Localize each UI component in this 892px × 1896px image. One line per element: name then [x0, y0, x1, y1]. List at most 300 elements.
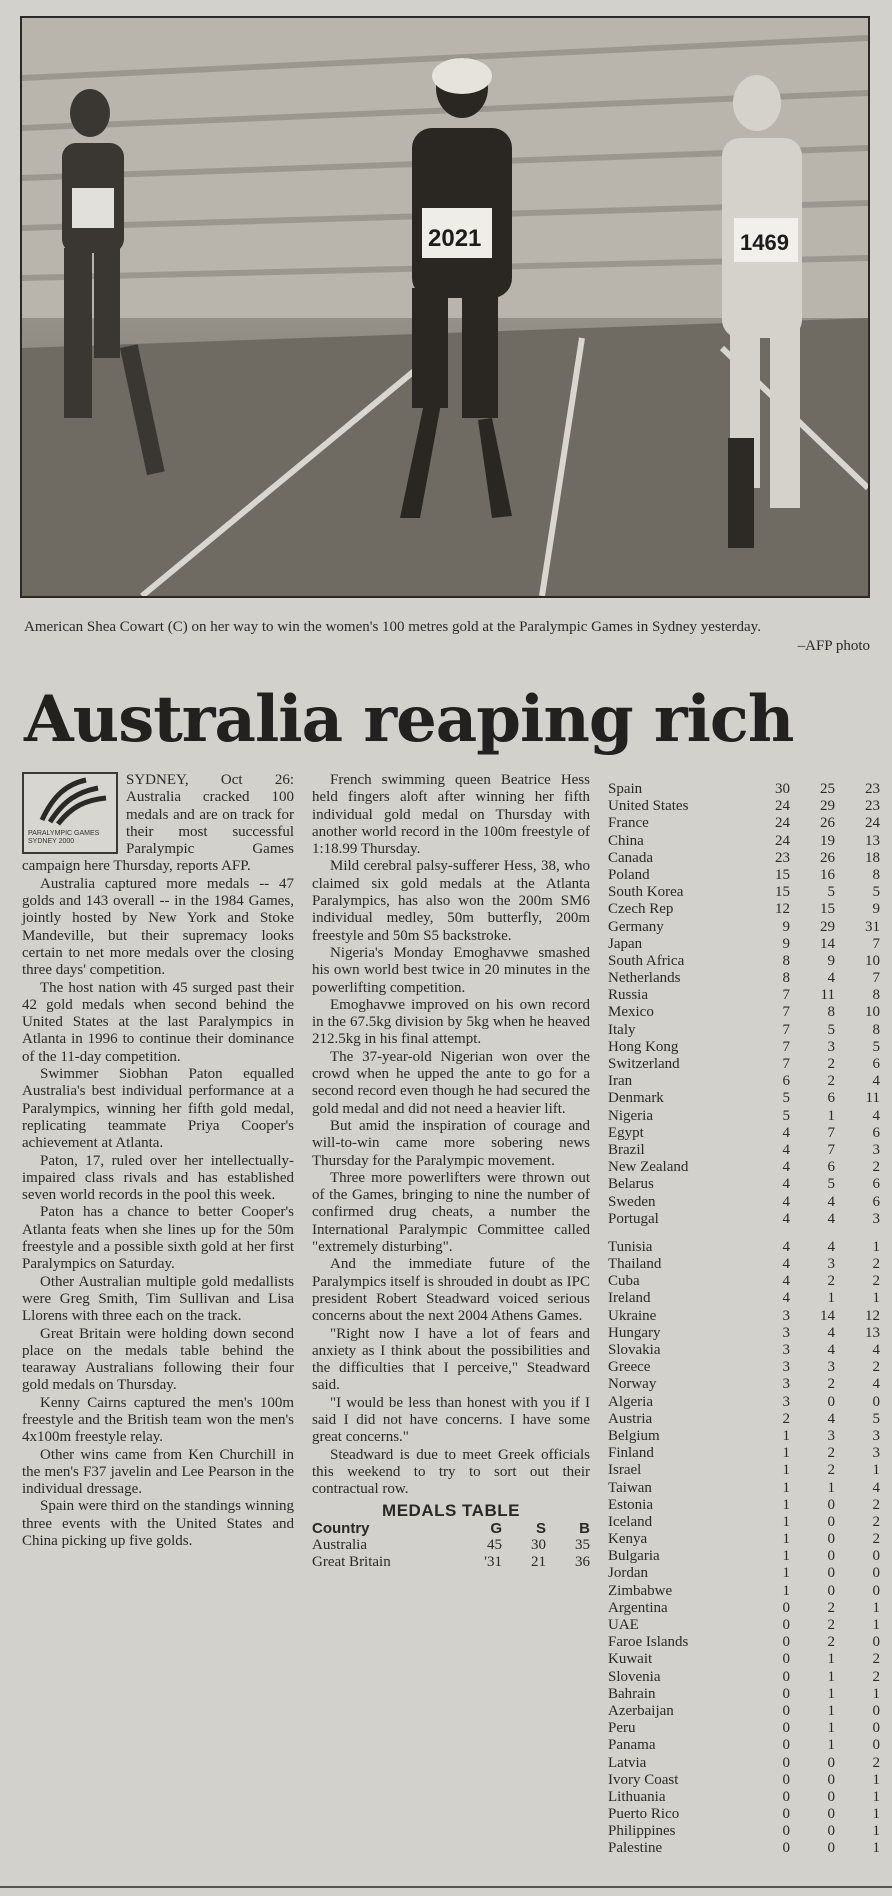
silver-cell: 0	[827, 1582, 835, 1599]
table-row	[608, 1256, 880, 1273]
country-cell: Peru	[608, 1720, 636, 1737]
country-cell: Norway	[608, 1376, 657, 1393]
table-row	[608, 953, 880, 970]
table-row	[608, 936, 880, 953]
gold-cell: 23	[775, 849, 790, 866]
silver-cell: 4	[827, 1238, 835, 1255]
column-header: G	[490, 1519, 502, 1537]
gold-cell: 0	[782, 1599, 790, 1616]
table-row	[608, 1755, 880, 1772]
country-cell: Poland	[608, 866, 650, 883]
table-row	[608, 798, 880, 815]
silver-cell: 3	[827, 1427, 835, 1444]
table-row	[608, 1806, 880, 1823]
gold-cell: 3	[782, 1393, 790, 1410]
bronze-cell: 2	[872, 1754, 880, 1771]
table-row	[608, 1342, 880, 1359]
table-row	[608, 1022, 880, 1039]
silver-cell: 26	[820, 849, 835, 866]
silver-cell: 3	[827, 1256, 835, 1273]
country-cell: Mexico	[608, 1004, 654, 1021]
athletes-photo	[20, 16, 870, 598]
table-header-row	[312, 1520, 590, 1537]
table-row	[608, 1359, 880, 1376]
table-row	[608, 1108, 880, 1125]
gold-cell: 45	[487, 1536, 502, 1553]
table-row	[608, 1514, 880, 1531]
bronze-cell: 2	[872, 1359, 880, 1376]
gold-cell: 5	[782, 1107, 790, 1124]
country-cell: Czech Rep	[608, 901, 674, 918]
gold-cell: 0	[782, 1702, 790, 1719]
silver-cell: 4	[827, 1210, 835, 1227]
country-cell: Cuba	[608, 1273, 640, 1290]
gold-cell: 5	[782, 1090, 790, 1107]
gold-cell: 15	[775, 884, 790, 901]
gold-cell: 4	[782, 1141, 790, 1158]
country-cell: Philippines	[608, 1823, 676, 1840]
bronze-cell: 0	[872, 1565, 880, 1582]
table-row	[608, 901, 880, 918]
silver-cell: 6	[827, 1159, 835, 1176]
paragraph: Paton, 17, ruled over her intellectually-impaired class rivals and has established seven world records in the pool this week.	[22, 1152, 294, 1204]
country-cell: Taiwan	[608, 1479, 652, 1496]
paragraph: Swimmer Siobhan Paton equalled Australia's best individual performance at a Paralympics, winning her fifth gold medal, replicating teammate Priya Cooper's achievement at Atlanta.	[22, 1066, 294, 1152]
table-row	[608, 1583, 880, 1600]
table-row	[608, 1428, 880, 1445]
country-cell: Finland	[608, 1445, 654, 1462]
bronze-cell: 10	[865, 952, 880, 969]
table-row	[608, 1840, 880, 1857]
table-row	[608, 1308, 880, 1325]
bronze-cell: 4	[872, 1479, 880, 1496]
silver-cell: 0	[827, 1754, 835, 1771]
bronze-cell: 8	[872, 987, 880, 1004]
silver-cell: 0	[827, 1806, 835, 1823]
silver-cell: 30	[531, 1536, 546, 1553]
bronze-cell: 2	[872, 1651, 880, 1668]
silver-cell: 0	[827, 1840, 835, 1857]
bronze-cell: 1	[872, 1806, 880, 1823]
paragraph: Kenny Cairns captured the men's 100m freestyle and the British team won the men's 4x100m freestyle relay.	[22, 1394, 294, 1446]
silver-cell: 2	[827, 1273, 835, 1290]
silver-cell: 1	[827, 1290, 835, 1307]
table-row	[608, 1686, 880, 1703]
table-row	[608, 1325, 880, 1342]
table-row	[608, 1497, 880, 1514]
gold-cell: 4	[782, 1210, 790, 1227]
bronze-cell: 2	[872, 1513, 880, 1530]
table-row	[608, 1125, 880, 1142]
country-cell: Bulgaria	[608, 1548, 660, 1565]
silver-cell: 26	[820, 815, 835, 832]
country-cell: Ivory Coast	[608, 1771, 679, 1788]
bronze-cell: 3	[872, 1210, 880, 1227]
country-cell: Thailand	[608, 1256, 662, 1273]
bronze-cell: 4	[872, 1073, 880, 1090]
gold-cell: 0	[782, 1634, 790, 1651]
bronze-cell: 4	[872, 1376, 880, 1393]
country-cell: Brazil	[608, 1141, 645, 1158]
table-row	[608, 1548, 880, 1565]
table-row	[608, 815, 880, 832]
paragraph: "I would be less than honest with you if I said I did not have concerns. I have some great concerns."	[312, 1394, 590, 1446]
paragraph: The host nation with 45 surged past their 42 gold medals when second behind the United States at the last Paralympics in Atlanta in 1996 to continue their dominance of the 11-day competition.	[22, 979, 294, 1065]
silver-cell: 9	[827, 952, 835, 969]
table-row	[608, 1600, 880, 1617]
bronze-cell: 0	[872, 1634, 880, 1651]
table-row	[608, 1703, 880, 1720]
bronze-cell: 0	[872, 1393, 880, 1410]
country-cell: UAE	[608, 1617, 639, 1633]
country-cell: Portugal	[608, 1210, 659, 1227]
gold-cell: 4	[782, 1238, 790, 1255]
country-cell: Panama	[608, 1737, 656, 1754]
country-cell: Palestine	[608, 1840, 663, 1857]
table-row	[608, 1142, 880, 1159]
gold-cell: 1	[782, 1513, 790, 1530]
bronze-cell: 4	[872, 1107, 880, 1124]
country-cell: Slovakia	[608, 1342, 661, 1358]
bronze-cell: 1	[872, 1462, 880, 1479]
paralympic-games-logo	[22, 772, 118, 854]
gold-cell: 24	[775, 815, 790, 832]
table-row	[608, 1823, 880, 1840]
bronze-cell: 35	[575, 1536, 590, 1553]
table-row	[608, 1462, 880, 1479]
silver-cell: 0	[827, 1548, 835, 1565]
table-row	[608, 919, 880, 936]
table-row	[608, 1176, 880, 1193]
country-cell: Jordan	[608, 1565, 648, 1582]
gold-cell: 0	[782, 1720, 790, 1737]
paragraph: Three more powerlifters were thrown out of the Games, bringing to nine the number of confirmed drug cheats, a number the International Paralympic Committee called "extremely disturbing".	[312, 1169, 590, 1256]
silver-cell: 21	[531, 1553, 546, 1570]
bronze-cell: 0	[872, 1737, 880, 1754]
bronze-cell: 1	[872, 1238, 880, 1255]
bronze-cell: 0	[872, 1720, 880, 1737]
silver-cell: 0	[827, 1513, 835, 1530]
silver-cell: 2	[827, 1462, 835, 1479]
silver-cell: 1	[827, 1107, 835, 1124]
country-cell: Denmark	[608, 1090, 664, 1107]
table-row	[608, 970, 880, 987]
silver-cell: 4	[827, 1410, 835, 1427]
bronze-cell: 3	[872, 1445, 880, 1462]
table-row	[608, 1789, 880, 1806]
bronze-cell: 1	[872, 1840, 880, 1857]
country-cell: Tunisia	[608, 1238, 653, 1255]
silver-cell: 2	[827, 1445, 835, 1462]
country-cell: Austria	[608, 1410, 653, 1427]
silver-cell: 14	[820, 935, 835, 952]
bronze-cell: 1	[872, 1823, 880, 1840]
table-row	[608, 1445, 880, 1462]
table-row	[608, 1039, 880, 1056]
gold-cell: 0	[782, 1737, 790, 1754]
gold-cell: 1	[782, 1582, 790, 1599]
bronze-cell: 8	[872, 866, 880, 883]
gold-cell: 9	[782, 918, 790, 935]
gold-cell: 30	[775, 781, 790, 797]
gold-cell: 8	[782, 952, 790, 969]
silver-cell: 1	[827, 1685, 835, 1702]
bronze-cell: 11	[865, 1090, 880, 1107]
gold-cell: 8	[782, 970, 790, 987]
medals-table-head	[312, 1520, 590, 1571]
table-row	[608, 833, 880, 850]
bronze-cell: 0	[872, 1548, 880, 1565]
country-cell: Sweden	[608, 1193, 656, 1210]
gold-cell: 0	[782, 1788, 790, 1805]
bronze-cell: 2	[872, 1531, 880, 1548]
silver-cell: 1	[827, 1479, 835, 1496]
bronze-cell: 18	[865, 849, 880, 866]
bronze-cell: 13	[865, 1324, 880, 1341]
table-row	[608, 1531, 880, 1548]
gold-cell: 0	[782, 1754, 790, 1771]
country-cell: Hungary	[608, 1324, 661, 1341]
bronze-cell: 13	[865, 832, 880, 849]
silver-cell: 2	[827, 1634, 835, 1651]
table-row	[608, 1394, 880, 1411]
country-cell: Kuwait	[608, 1651, 653, 1668]
silver-cell: 25	[820, 781, 835, 797]
table-row	[608, 1617, 880, 1634]
gold-cell: 1	[782, 1445, 790, 1462]
silver-cell: 0	[827, 1788, 835, 1805]
silver-cell: 2	[827, 1056, 835, 1072]
bronze-cell: 23	[865, 798, 880, 815]
bronze-cell: 4	[872, 1342, 880, 1358]
silver-cell: 1	[827, 1702, 835, 1719]
table-row	[608, 1239, 880, 1256]
gold-cell: 12	[775, 901, 790, 918]
gold-cell: 1	[782, 1479, 790, 1496]
gold-cell: 3	[782, 1342, 790, 1358]
table-row	[608, 1211, 880, 1228]
paragraph: Australia captured more medals -- 47 golds and 143 overall -- in the 1984 Games, jointly hosted by New York and Stoke Mandeville, but their supremacy looks certain to net more medals over the closing three days' competition.	[22, 875, 294, 979]
gold-cell: 7	[782, 1038, 790, 1055]
silver-cell: 0	[827, 1393, 835, 1410]
silver-cell: 4	[827, 1193, 835, 1210]
country-cell: New Zealand	[608, 1159, 689, 1176]
column-header: S	[535, 1519, 546, 1537]
silver-cell: 2	[827, 1376, 835, 1393]
gold-cell: 7	[782, 1004, 790, 1021]
silver-cell: 5	[827, 884, 835, 901]
silver-cell: 4	[827, 1342, 835, 1358]
country-cell: Ukraine	[608, 1307, 657, 1324]
gold-cell: 4	[782, 1176, 790, 1193]
table-row	[312, 1537, 590, 1554]
table-row	[608, 1073, 880, 1090]
country-cell: Slovenia	[608, 1668, 661, 1685]
silver-cell: 0	[827, 1771, 835, 1788]
svg-text:1469: 1469	[740, 230, 789, 255]
bronze-cell: 6	[872, 1124, 880, 1141]
table-row	[608, 1273, 880, 1290]
gold-cell: 0	[782, 1806, 790, 1823]
gold-cell: 4	[782, 1256, 790, 1273]
bronze-cell: 5	[872, 884, 880, 901]
gold-cell: 24	[775, 798, 790, 815]
country-cell: Great Britain	[312, 1553, 391, 1570]
country-cell: Israel	[608, 1462, 642, 1479]
gold-cell: 1	[782, 1548, 790, 1565]
gold-cell: 0	[782, 1651, 790, 1668]
gold-cell: 0	[782, 1617, 790, 1633]
country-cell: Belgium	[608, 1427, 660, 1444]
country-cell: Canada	[608, 849, 653, 866]
gold-cell: 6	[782, 1073, 790, 1090]
bronze-cell: 7	[872, 970, 880, 987]
gold-cell: 4	[782, 1273, 790, 1290]
bronze-cell: 9	[872, 901, 880, 918]
silver-cell: 0	[827, 1531, 835, 1548]
silver-cell: 1	[827, 1651, 835, 1668]
country-cell: Iceland	[608, 1513, 653, 1530]
bronze-cell: 6	[872, 1176, 880, 1193]
silver-cell: 5	[827, 1176, 835, 1193]
country-cell: Russia	[608, 987, 649, 1004]
photo-caption	[24, 618, 870, 656]
country-cell: Lithuania	[608, 1788, 666, 1805]
paragraph: And the immediate future of the Paralympics itself is shrouded in doubt as IPC president Robert Steadward voiced serious concerns about the next 2004 Athens Games.	[312, 1256, 590, 1325]
country-cell: Egypt	[608, 1124, 644, 1141]
silver-cell: 0	[827, 1496, 835, 1513]
silver-cell: 16	[820, 866, 835, 883]
medals-table-continued	[608, 781, 880, 1858]
table-row	[608, 1194, 880, 1211]
table-row	[608, 1480, 880, 1497]
page-bottom-rule	[0, 1886, 892, 1888]
table-row	[608, 1737, 880, 1754]
paragraph: But amid the inspiration of courage and will-to-win came more sobering news Thursday for the Paralympic movement.	[312, 1117, 590, 1169]
silver-cell: 7	[827, 1124, 835, 1141]
article-column-2	[312, 772, 590, 1571]
bronze-cell: 5	[872, 1038, 880, 1055]
country-cell: Zimbabwe	[608, 1582, 673, 1599]
bronze-cell: 2	[872, 1159, 880, 1176]
country-cell: United States	[608, 798, 689, 815]
gold-cell: 1	[782, 1496, 790, 1513]
silver-cell: 2	[827, 1073, 835, 1090]
logo-lettering: PARALYMPIC GAMES SYDNEY 2000	[28, 830, 100, 845]
paragraph: Other Australian multiple gold medallists were Greg Smith, Tim Sullivan and Lisa Llorens with three each on the track.	[22, 1273, 294, 1325]
silver-cell: 1	[827, 1737, 835, 1754]
bronze-cell: 8	[872, 1021, 880, 1038]
table-row	[608, 1290, 880, 1307]
table-row	[608, 850, 880, 867]
gold-cell: 7	[782, 1021, 790, 1038]
silver-cell: 6	[827, 1090, 835, 1107]
paragraph: French swimming queen Beatrice Hess held fingers aloft after winning her fifth individual gold medal on Thursday with another world record in the 100m freestyle of 1:18.99 Thursday.	[312, 772, 590, 858]
gold-cell: 2	[782, 1410, 790, 1427]
silver-cell: 3	[827, 1359, 835, 1376]
paragraph: Paton has a chance to better Cooper's Atlanta feats when she lines up for the 50m freestyle and a possible sixth gold at her first Paralympics on Saturday.	[22, 1204, 294, 1273]
country-cell: Argentina	[608, 1599, 668, 1616]
silver-cell: 3	[827, 1038, 835, 1055]
gold-cell: 24	[775, 832, 790, 849]
gold-cell: 0	[782, 1840, 790, 1857]
bronze-cell: 36	[575, 1553, 590, 1570]
gold-cell: 1	[782, 1531, 790, 1548]
silver-cell: 7	[827, 1141, 835, 1158]
bronze-cell: 6	[872, 1056, 880, 1072]
bronze-cell: 12	[865, 1307, 880, 1324]
gold-cell: 15	[775, 866, 790, 883]
gold-cell: 7	[782, 1056, 790, 1072]
paragraph: SYDNEY, Oct 26: Australia cracked 100 medals and are on track for their most successful Paralympic Games campaign here Thursday, reports AFP.	[22, 772, 294, 875]
silver-cell: 29	[820, 798, 835, 815]
gold-cell: 1	[782, 1427, 790, 1444]
country-cell: Netherlands	[608, 970, 681, 987]
gold-cell: 3	[782, 1324, 790, 1341]
country-cell: Azerbaijan	[608, 1702, 674, 1719]
bronze-cell: 0	[872, 1582, 880, 1599]
country-cell: Iran	[608, 1073, 633, 1090]
gold-cell: 4	[782, 1159, 790, 1176]
country-cell: Puerto Rico	[608, 1806, 680, 1823]
gold-cell: 0	[782, 1823, 790, 1840]
country-cell: Switzerland	[608, 1056, 680, 1072]
table-row	[608, 1669, 880, 1686]
gold-cell: 1	[782, 1462, 790, 1479]
silver-cell: 0	[827, 1565, 835, 1582]
country-cell: China	[608, 832, 644, 849]
svg-text:2021: 2021	[428, 225, 482, 252]
paragraph: Emoghavwe improved on his own record in the 67.5kg division by 5kg when he heaved 212.5kg in his final attempt.	[312, 996, 590, 1048]
bronze-cell: 7	[872, 935, 880, 952]
gold-cell: '31	[484, 1553, 502, 1570]
country-cell: Algeria	[608, 1393, 653, 1410]
table-row	[608, 781, 880, 798]
bronze-cell: 6	[872, 1193, 880, 1210]
silver-cell: 19	[820, 832, 835, 849]
country-cell: Ireland	[608, 1290, 651, 1307]
column-header: B	[579, 1519, 590, 1537]
country-cell: Belarus	[608, 1176, 654, 1193]
bronze-cell: 23	[865, 781, 880, 797]
bronze-cell: 1	[872, 1290, 880, 1307]
silver-cell: 15	[820, 901, 835, 918]
table-row	[608, 1651, 880, 1668]
bronze-cell: 2	[872, 1256, 880, 1273]
article-column-1	[22, 772, 294, 1550]
headline: Australia reaping rich	[24, 682, 794, 757]
table-row	[608, 867, 880, 884]
bronze-cell: 1	[872, 1599, 880, 1616]
table-row	[608, 1376, 880, 1393]
gold-cell: 4	[782, 1290, 790, 1307]
paragraph: Nigeria's Monday Emoghavwe smashed his own world best twice in 20 minutes in the powerlifting competition.	[312, 944, 590, 996]
silver-cell: 8	[827, 1004, 835, 1021]
country-cell: Australia	[312, 1536, 367, 1553]
paragraph: Spain were third on the standings winning three events with the United States and China picking up five golds.	[22, 1498, 294, 1550]
column-header: Country	[312, 1519, 370, 1537]
paragraph: Steadward is due to meet Greek officials this weekend to try to sort out their contractual row.	[312, 1446, 590, 1498]
paragraph: "Right now I have a lot of fears and anxiety as I think about the possibilities and the difficulties that I perceive," Steadward said.	[312, 1325, 590, 1394]
paragraph: The 37-year-old Nigerian won over the crowd when he upped the ante to go for a second record even though he had secured the gold medal and did not need a heavier lift.	[312, 1048, 590, 1117]
bronze-cell: 1	[872, 1788, 880, 1805]
gold-cell: 1	[782, 1565, 790, 1582]
gold-cell: 0	[782, 1685, 790, 1702]
paragraph: Great Britain were holding down second place on the medals table behind the tearaway Australians following their four gold medals on Thursday.	[22, 1325, 294, 1394]
country-cell: South Korea	[608, 884, 684, 901]
silver-cell: 11	[820, 987, 835, 1004]
gold-cell: 4	[782, 1193, 790, 1210]
